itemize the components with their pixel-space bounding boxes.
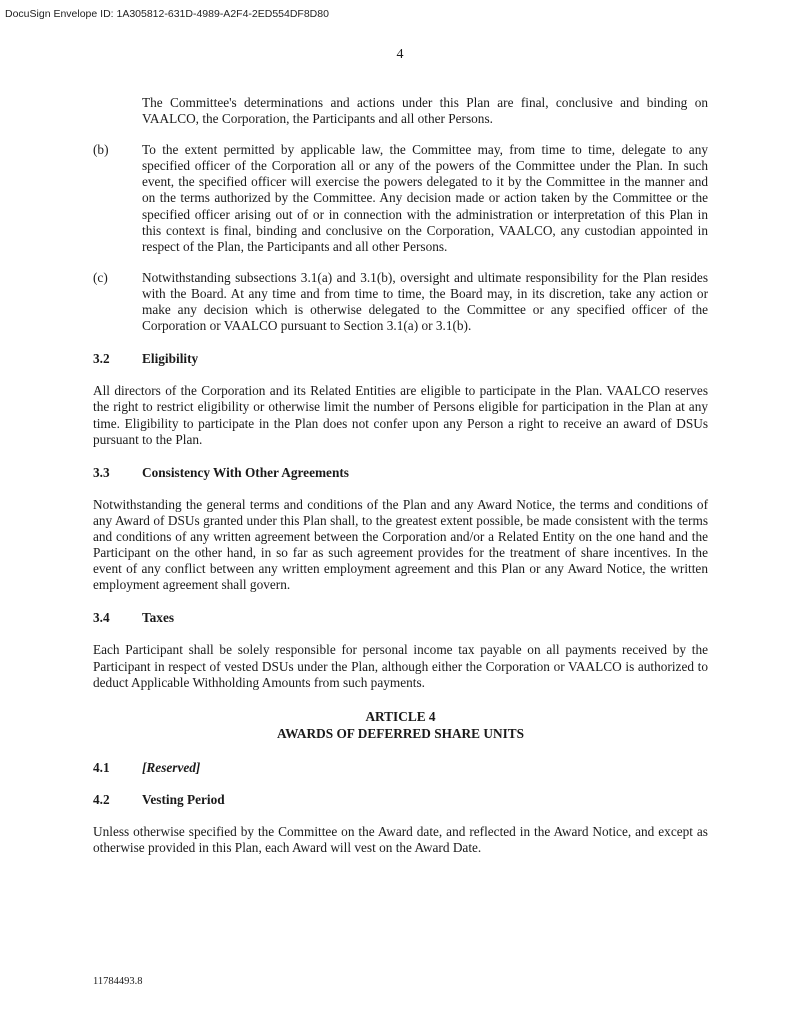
section-heading-3-4 [93, 610, 708, 626]
list-item-label: (b) [93, 142, 109, 158]
section-body-3-4: Each Participant shall be solely responsible for personal income tax payable on all payments received by the Participant in respect of vested DSUs under the Plan, although either the Corporation or VAALCO is authorized to deduct Applicable Withholding Amounts from such payments. [93, 642, 708, 690]
section-heading-4-2 [93, 792, 708, 808]
docusign-envelope-id: DocuSign Envelope ID: 1A305812-631D-4989-A2F4-2ED554DF8D80 [5, 8, 329, 20]
article-title: AWARDS OF DEFERRED SHARE UNITS [276, 725, 525, 741]
article-number: ARTICLE 4 [365, 708, 436, 724]
section-title: Consistency With Other Agreements [142, 464, 349, 480]
list-item-label: (c) [93, 269, 108, 285]
section-title: Eligibility [142, 351, 199, 367]
page-number: 4 [396, 47, 404, 62]
section-number: 3.2 [93, 351, 110, 367]
section-number: 4.2 [93, 791, 110, 807]
section-heading-3-3 [93, 465, 708, 481]
section-number: 4.1 [93, 759, 110, 775]
document-footer-id: 11784493.8 [93, 976, 143, 987]
section-body-3-2: All directors of the Corporation and its Related Entities are eligible to participate in the Plan. VAALCO reserves the right to restrict eligibility or otherwise limit the number of Persons eligible for participation in the Plan at any time. Eligibility to participate in the Plan does not confer upon any Person a right to receive an award of DSUs pursuant to the Plan. [93, 383, 708, 447]
section-title: Taxes [142, 610, 175, 626]
section-number: 3.3 [93, 464, 110, 480]
article-heading [93, 708, 708, 742]
document-body [93, 95, 708, 856]
list-item-text: Notwithstanding subsections 3.1(a) and 3.1(b), oversight and ultimate responsibility for the Plan resides with the Board. At any time and from time to time, the Board may, in its discretion, take any action or make any decision which is otherwise delegated to the Committee or any specified officer of the Corporation or VAALCO pursuant to Section 3.1(a) or 3.1(b). [142, 269, 708, 334]
list-item-c [93, 270, 708, 334]
list-item-text: To the extent permitted by applicable law, the Committee may, from time to time, delegate to any specified officer of the Corporation all or any of the powers of the Committee under the Plan. In such event, the specified officer will exercise the powers delegated to it by the Committee in the manner and on the terms authorized by the Committee. Any decision made or action taken by the Committee or the specified officer arising out of or in connection with the administration or interpretation of this Plan in this context is final, binding and conclusive on the Corporation, VAALCO, any custodian appointed in respect of the Plan, the Participants and all other Persons. [142, 142, 708, 254]
section-heading-3-2 [93, 351, 708, 367]
section-body-3-3: Notwithstanding the general terms and conditions of the Plan and any Award Notice, the terms and conditions of any Award of DSUs granted under this Plan shall, to the greatest extent possible, be made consistent with the terms and conditions of any written agreement between the Corporation and/or a Related Entity on the one hand and the Participant on the other hand, in so far as such agreement provides for the treatment of share incentives. In the event of any conflict between any written employment agreement and this Plan or any Award Notice, the written employment agreement shall govern. [93, 496, 708, 593]
section-title: Vesting Period [142, 791, 225, 807]
section-number: 3.4 [93, 610, 110, 626]
section-title: [Reserved] [142, 759, 201, 775]
section-body-4-2: Unless otherwise specified by the Committee on the Award date, and reflected in the Award Notice, and except as otherwise provided in this Plan, each Award will vest on the Award Date. [93, 823, 708, 855]
list-item-b [93, 142, 708, 255]
continued-paragraph: The Committee's determinations and actions under this Plan are final, conclusive and binding on VAALCO, the Corporation, the Participants and all other Persons. [142, 95, 708, 127]
section-heading-4-1 [93, 760, 708, 776]
